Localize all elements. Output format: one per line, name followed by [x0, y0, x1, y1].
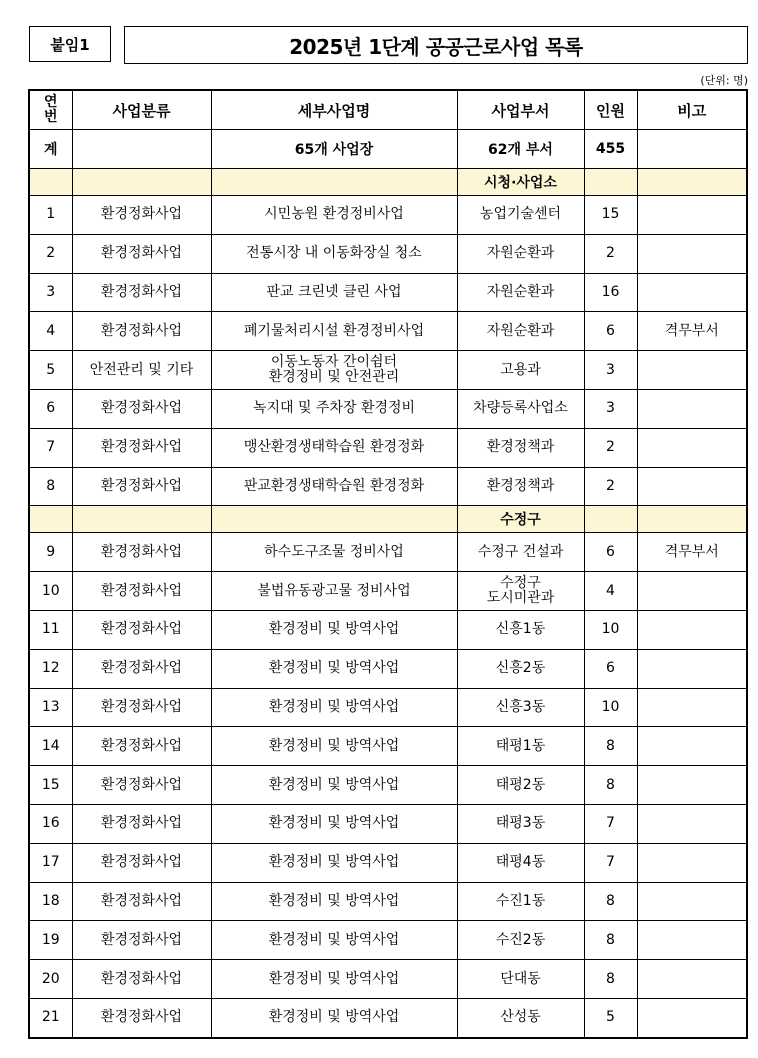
- row-dept: 단대동: [457, 960, 584, 999]
- section-blank: [584, 506, 637, 533]
- section-blank: [72, 506, 211, 533]
- row-count: 8: [584, 960, 637, 999]
- table-row: [29, 727, 747, 766]
- total-label: 계: [29, 130, 72, 169]
- row-category: 환경정화사업: [72, 196, 211, 235]
- row-no: 21: [29, 998, 72, 1037]
- row-project: 판교환경생태학습원 환경정화: [211, 467, 457, 506]
- row-count: 10: [584, 610, 637, 649]
- row-dept: 태평1동: [457, 727, 584, 766]
- row-project: 환경정비 및 방역사업: [211, 610, 457, 649]
- row-dept: 자원순환과: [457, 273, 584, 312]
- row-dept: 태평2동: [457, 766, 584, 805]
- row-note: [637, 804, 747, 843]
- row-note: [637, 649, 747, 688]
- row-no: 8: [29, 467, 72, 506]
- row-count: 3: [584, 351, 637, 390]
- row-count: 6: [584, 312, 637, 351]
- total-note: [637, 130, 747, 169]
- row-category: 환경정화사업: [72, 882, 211, 921]
- table-row: [29, 766, 747, 805]
- total-category: [72, 130, 211, 169]
- table-row: [29, 804, 747, 843]
- row-no: 19: [29, 921, 72, 960]
- row-category: 환경정화사업: [72, 804, 211, 843]
- row-category: 환경정화사업: [72, 273, 211, 312]
- row-no: 14: [29, 727, 72, 766]
- row-note: [637, 610, 747, 649]
- row-project: 환경정비 및 방역사업: [211, 766, 457, 805]
- table-row: [29, 610, 747, 649]
- row-category: 환경정화사업: [72, 234, 211, 273]
- row-category: 환경정화사업: [72, 533, 211, 572]
- row-project: 시민농원 환경정비사업: [211, 196, 457, 235]
- total-row: [29, 130, 747, 169]
- row-project: 전통시장 내 이동화장실 청소: [211, 234, 457, 273]
- row-category: 환경정화사업: [72, 921, 211, 960]
- row-count: 7: [584, 804, 637, 843]
- table-row: [29, 428, 747, 467]
- row-project: 이동노동자 간이쉼터 환경정비 및 안전관리: [211, 351, 457, 390]
- row-note: [637, 727, 747, 766]
- row-note: [637, 921, 747, 960]
- row-project: 하수도구조물 정비사업: [211, 533, 457, 572]
- row-no: 7: [29, 428, 72, 467]
- header-project: 세부사업명: [211, 90, 457, 130]
- section-blank: [29, 506, 72, 533]
- row-dept: 환경정책과: [457, 467, 584, 506]
- row-dept: 산성동: [457, 998, 584, 1037]
- row-project: 불법유동광고물 정비사업: [211, 572, 457, 611]
- table-row: [29, 960, 747, 999]
- row-project: 환경정비 및 방역사업: [211, 843, 457, 882]
- row-category: 환경정화사업: [72, 843, 211, 882]
- row-no: 1: [29, 196, 72, 235]
- header-no: [29, 90, 72, 130]
- row-note: [637, 766, 747, 805]
- table-row: [29, 843, 747, 882]
- row-count: 8: [584, 882, 637, 921]
- row-count: 8: [584, 766, 637, 805]
- row-note: [637, 234, 747, 273]
- row-note: [637, 196, 747, 235]
- row-category: 환경정화사업: [72, 572, 211, 611]
- project-table: [28, 89, 748, 1039]
- row-note: [637, 882, 747, 921]
- row-category: 환경정화사업: [72, 998, 211, 1037]
- row-dept: 신흥3동: [457, 688, 584, 727]
- section-blank: [637, 169, 747, 196]
- table-row: [29, 533, 747, 572]
- header-note: 비고: [637, 90, 747, 130]
- row-no: 9: [29, 533, 72, 572]
- row-note: [637, 688, 747, 727]
- row-project: 환경정비 및 방역사업: [211, 649, 457, 688]
- unit-note: (단위: 명): [700, 74, 748, 87]
- row-project: 녹지대 및 주차장 환경정비: [211, 389, 457, 428]
- table-row: [29, 351, 747, 390]
- row-count: 3: [584, 389, 637, 428]
- row-count: 16: [584, 273, 637, 312]
- header-row: [29, 90, 747, 130]
- row-note: [637, 572, 747, 611]
- row-category: 환경정화사업: [72, 727, 211, 766]
- header-dept: 사업부서: [457, 90, 584, 130]
- row-no: 17: [29, 843, 72, 882]
- row-count: 8: [584, 921, 637, 960]
- row-note: [637, 273, 747, 312]
- row-count: 2: [584, 467, 637, 506]
- table-row: [29, 688, 747, 727]
- row-count: 8: [584, 727, 637, 766]
- section-blank: [29, 169, 72, 196]
- table-row: [29, 882, 747, 921]
- row-no: 12: [29, 649, 72, 688]
- row-category: 환경정화사업: [72, 428, 211, 467]
- row-dept: 환경정책과: [457, 428, 584, 467]
- table-row: [29, 921, 747, 960]
- row-dept: 신흥1동: [457, 610, 584, 649]
- row-note: [637, 428, 747, 467]
- row-dept: 태평3동: [457, 804, 584, 843]
- row-dept: 수정구 건설과: [457, 533, 584, 572]
- row-category: 환경정화사업: [72, 766, 211, 805]
- row-dept: 신흥2동: [457, 649, 584, 688]
- row-category: 환경정화사업: [72, 610, 211, 649]
- row-note: 격무부서: [637, 533, 747, 572]
- section-name: 시청·사업소: [457, 169, 584, 196]
- section-blank: [72, 169, 211, 196]
- row-category: 환경정화사업: [72, 960, 211, 999]
- row-dept: 수정구 도시미관과: [457, 572, 584, 611]
- row-no: 20: [29, 960, 72, 999]
- row-note: [637, 389, 747, 428]
- row-no: 3: [29, 273, 72, 312]
- table-row: [29, 572, 747, 611]
- section-blank: [584, 169, 637, 196]
- table-row: [29, 196, 747, 235]
- row-project: 환경정비 및 방역사업: [211, 921, 457, 960]
- document-title: 2025년 1단계 공공근로사업 목록: [124, 26, 748, 64]
- row-project: 맹산환경생태학습원 환경정화: [211, 428, 457, 467]
- table-row: [29, 273, 747, 312]
- row-note: [637, 843, 747, 882]
- row-no: 10: [29, 572, 72, 611]
- row-project: 환경정비 및 방역사업: [211, 882, 457, 921]
- table-row: [29, 467, 747, 506]
- total-projects: 65개 사업장: [211, 130, 457, 169]
- row-category: 환경정화사업: [72, 649, 211, 688]
- row-count: 5: [584, 998, 637, 1037]
- row-note: [637, 998, 747, 1037]
- section-blank: [211, 169, 457, 196]
- section-row: [29, 506, 747, 533]
- row-count: 7: [584, 843, 637, 882]
- row-dept: 농업기술센터: [457, 196, 584, 235]
- row-no: 16: [29, 804, 72, 843]
- row-project: 환경정비 및 방역사업: [211, 727, 457, 766]
- row-count: 15: [584, 196, 637, 235]
- row-category: 환경정화사업: [72, 312, 211, 351]
- row-project: 환경정비 및 방역사업: [211, 960, 457, 999]
- row-no: 13: [29, 688, 72, 727]
- row-note: [637, 351, 747, 390]
- row-no: 4: [29, 312, 72, 351]
- row-no: 11: [29, 610, 72, 649]
- row-project: 폐기물처리시설 환경정비사업: [211, 312, 457, 351]
- row-project: 환경정비 및 방역사업: [211, 688, 457, 727]
- row-dept: 수진1동: [457, 882, 584, 921]
- row-count: 10: [584, 688, 637, 727]
- row-no: 2: [29, 234, 72, 273]
- row-no: 6: [29, 389, 72, 428]
- table-row: [29, 389, 747, 428]
- row-dept: 태평4동: [457, 843, 584, 882]
- header-category: 사업분류: [72, 90, 211, 130]
- row-project: 판교 크린넷 클린 사업: [211, 273, 457, 312]
- row-category: 환경정화사업: [72, 467, 211, 506]
- total-count: 455: [584, 130, 637, 169]
- table-row: [29, 312, 747, 351]
- row-note: 격무부서: [637, 312, 747, 351]
- row-count: 2: [584, 428, 637, 467]
- table-row: [29, 649, 747, 688]
- row-category: 환경정화사업: [72, 389, 211, 428]
- section-row: [29, 169, 747, 196]
- row-no: 5: [29, 351, 72, 390]
- row-project: 환경정비 및 방역사업: [211, 804, 457, 843]
- row-no: 18: [29, 882, 72, 921]
- total-depts: 62개 부서: [457, 130, 584, 169]
- row-project: 환경정비 및 방역사업: [211, 998, 457, 1037]
- row-dept: 차량등록사업소: [457, 389, 584, 428]
- attachment-label: 붙임1: [29, 26, 111, 62]
- row-dept: 고용과: [457, 351, 584, 390]
- row-count: 6: [584, 649, 637, 688]
- section-blank: [211, 506, 457, 533]
- table-row: [29, 998, 747, 1037]
- header-count: 인원: [584, 90, 637, 130]
- row-count: 4: [584, 572, 637, 611]
- row-dept: 자원순환과: [457, 312, 584, 351]
- row-dept: 수진2동: [457, 921, 584, 960]
- section-name: 수정구: [457, 506, 584, 533]
- row-category: 안전관리 및 기타: [72, 351, 211, 390]
- row-category: 환경정화사업: [72, 688, 211, 727]
- row-dept: 자원순환과: [457, 234, 584, 273]
- table-row: [29, 234, 747, 273]
- row-no: 15: [29, 766, 72, 805]
- row-count: 6: [584, 533, 637, 572]
- header-no-label: 연 번: [43, 94, 58, 125]
- row-note: [637, 960, 747, 999]
- section-blank: [637, 506, 747, 533]
- row-note: [637, 467, 747, 506]
- row-count: 2: [584, 234, 637, 273]
